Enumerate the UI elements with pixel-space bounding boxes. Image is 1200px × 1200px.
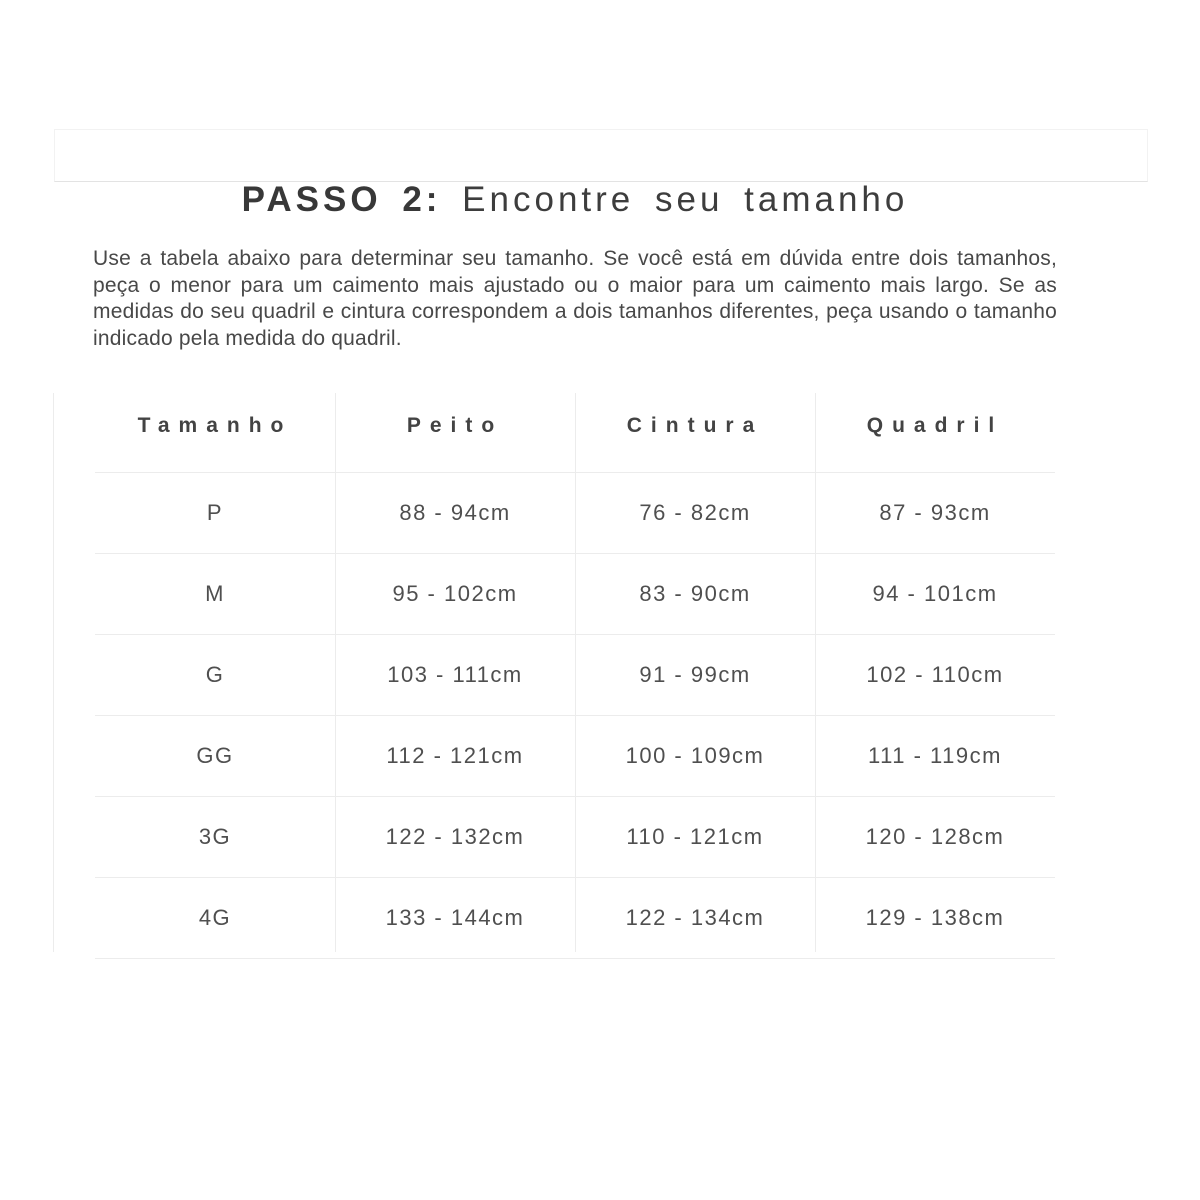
cintura-cell: 110 - 121cm: [626, 824, 764, 849]
quadril-cell: 120 - 128cm: [865, 824, 1005, 849]
peito-cell: 88 - 94cm: [399, 500, 511, 525]
cintura-cell: 91 - 99cm: [639, 662, 751, 687]
size-cell: P: [206, 500, 224, 525]
column-header-cintura: Cintura: [626, 413, 764, 437]
column-header-quadril: Quadril: [866, 413, 1004, 437]
size-cell: G: [205, 662, 225, 687]
table-row-p: [95, 473, 1055, 554]
intro-paragraph: Use a tabela abaixo para determinar seu tamanho. Se você está em dúvida entre dois tamanhos, peça o menor para um caimento mais ajustado ou o maior para um caimento mais largo. Se as medidas do seu quadril e cintura correspondem a dois tamanhos diferentes, peça usando o tamanho indicado pela medida do quadril.: [93, 247, 1057, 350]
top-divider-box: [54, 129, 1148, 182]
peito-cell: 103 - 111cm: [387, 662, 523, 687]
cintura-cell: 83 - 90cm: [639, 581, 751, 606]
quadril-cell: 94 - 101cm: [872, 581, 998, 606]
quadril-cell: 111 - 119cm: [868, 743, 1002, 768]
table-row-gg: [95, 716, 1055, 797]
size-cell: 3G: [198, 824, 232, 849]
title-text: Encontre seu tamanho: [462, 180, 909, 219]
table-left-border: [53, 393, 54, 952]
size-cell: M: [205, 581, 225, 606]
size-cell: GG: [196, 743, 234, 768]
step-label: PASSO 2:: [241, 180, 442, 219]
table-row-g: [95, 635, 1055, 716]
size-cell: 4G: [198, 905, 232, 930]
column-header-tamanho: Tamanho: [137, 413, 293, 437]
size-table: [95, 393, 1055, 959]
peito-cell: 122 - 132cm: [385, 824, 525, 849]
page-title: [0, 180, 1150, 220]
cintura-cell: 76 - 82cm: [639, 500, 751, 525]
cintura-cell: 100 - 109cm: [625, 743, 765, 768]
table-row-3g: [95, 797, 1055, 878]
quadril-cell: 87 - 93cm: [879, 500, 991, 525]
peito-cell: 95 - 102cm: [392, 581, 518, 606]
table-row-4g: [95, 878, 1055, 959]
table-row-m: [95, 554, 1055, 635]
cintura-cell: 122 - 134cm: [625, 905, 765, 930]
quadril-cell: 129 - 138cm: [865, 905, 1005, 930]
table-header-row: [95, 393, 1055, 473]
peito-cell: 133 - 144cm: [385, 905, 525, 930]
column-header-peito: Peito: [406, 413, 504, 437]
quadril-cell: 102 - 110cm: [866, 662, 1004, 687]
peito-cell: 112 - 121cm: [386, 743, 524, 768]
